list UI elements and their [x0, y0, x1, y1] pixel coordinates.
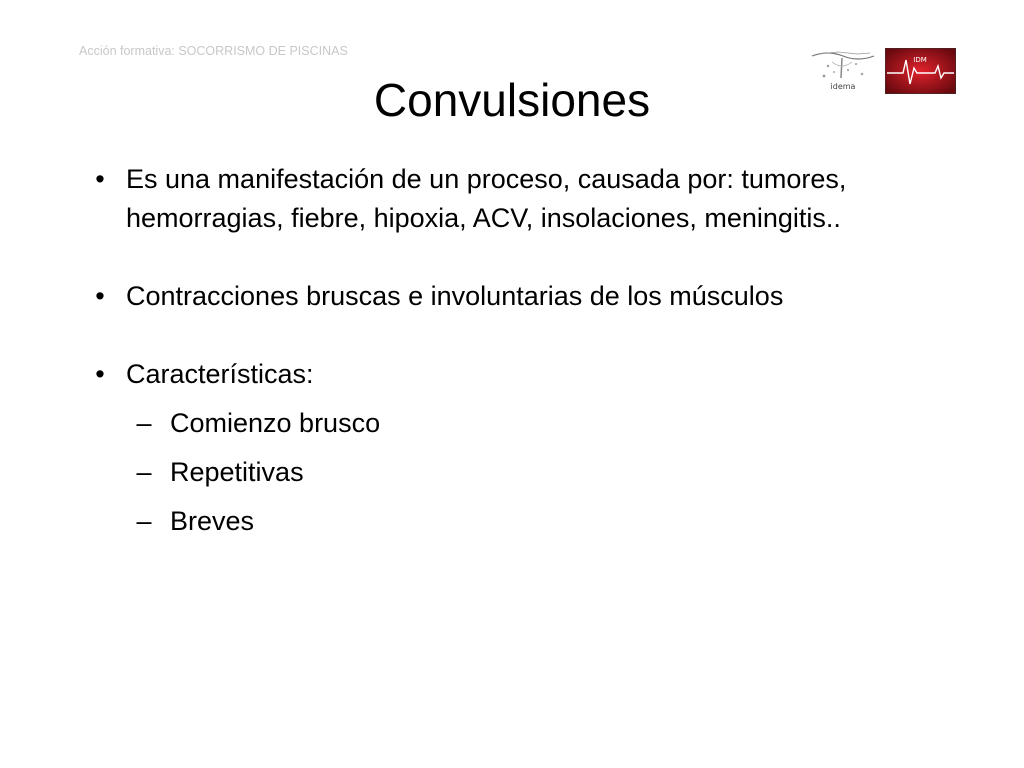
course-header-note: Acción formativa: SOCORRISMO DE PISCINAS — [79, 44, 348, 58]
slide-title: Convulsiones — [373, 74, 651, 126]
dash-icon: – — [136, 457, 152, 487]
logo-right-text: IDM — [913, 56, 927, 64]
bullet-icon: • — [95, 164, 105, 194]
bullet-causes — [86, 160, 966, 238]
sub-bullet-brief — [86, 502, 966, 541]
slide-content — [86, 160, 966, 541]
dash-icon: – — [136, 408, 152, 438]
sub-bullet-text: Repetitivas — [170, 457, 304, 487]
bullet-icon: • — [95, 359, 105, 389]
bullet-contractions — [86, 277, 966, 316]
dash-icon: – — [136, 506, 152, 536]
sub-bullet-repetitive — [86, 453, 966, 492]
bullet-text: Características: — [126, 359, 314, 389]
logo-left-text: idema — [830, 82, 856, 91]
bullet-text: Contracciones bruscas e involuntarias de los músculos — [126, 281, 784, 311]
sub-bullet-text: Comienzo brusco — [170, 408, 381, 438]
sub-bullet-sudden-onset — [86, 404, 966, 443]
sub-bullet-text: Breves — [170, 506, 255, 536]
bullet-text: Es una manifestación de un proceso, causada por: tumores, hemorragias, fiebre, hipoxia, ACV, insolaciones, meningitis.. — [126, 164, 847, 233]
bullet-icon: • — [95, 281, 105, 311]
bullet-characteristics — [86, 355, 966, 394]
